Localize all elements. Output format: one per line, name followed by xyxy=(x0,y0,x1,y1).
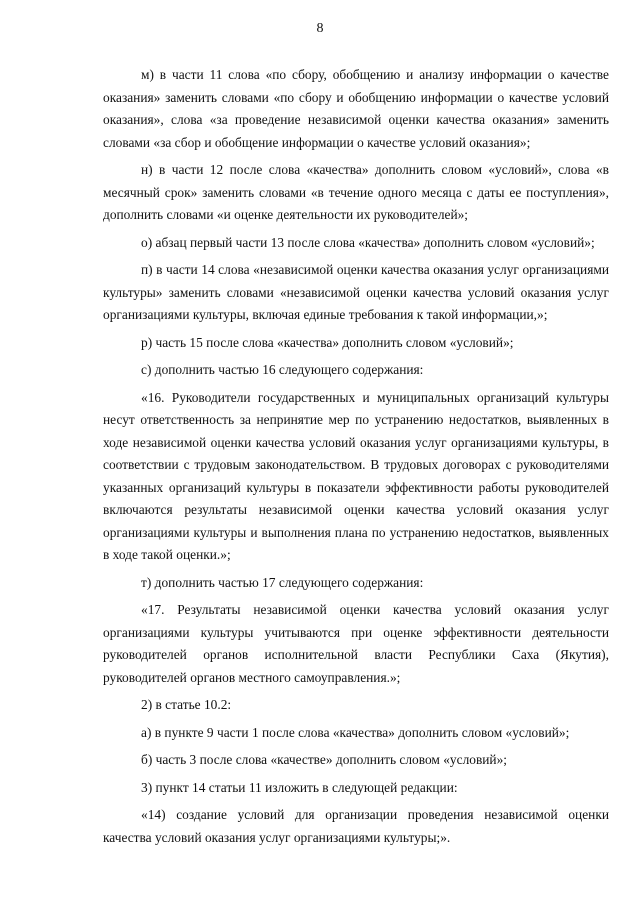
paragraph-s: с) дополнить частью 16 следующего содержания: xyxy=(141,362,424,377)
paragraph-item-2b: б) часть 3 после слова «качестве» дополнить словом «условий»; xyxy=(141,752,508,767)
paragraph-m: м) в части 11 слова «по сбору, обобщению и анализу информации о качестве оказания» заменить словами «по сбору и обобщению информации о качестве условий оказания», слова «за проведение независимой оценки качества оказания» заменить словами «за сбор и обобщение информации о качестве условий оказания»; xyxy=(103,67,609,150)
document-body xyxy=(103,64,609,854)
paragraph-item-14: «14) создание условий для организации проведения независимой оценки качества условий оказания услуг организациями культуры;». xyxy=(103,807,609,845)
paragraph-item-3: 3) пункт 14 статьи 11 изложить в следующей редакции: xyxy=(141,779,458,795)
paragraph-p: п) в части 14 слова «независимой оценки качества оказания услуг организациями культуры» заменить словами «независимой оценки качества условий оказания услуг организациями культуры, включая единые требования к такой информации,»; xyxy=(103,262,609,322)
paragraph-t: т) дополнить частью 17 следующего содержания: xyxy=(141,574,424,590)
paragraph-r: р) часть 15 после слова «качества» дополнить словом «условий»; xyxy=(141,334,514,350)
paragraph-item-2a: а) в пункте 9 части 1 после слова «качества» дополнить словом «условий»; xyxy=(141,724,570,740)
paragraph-part-17: «17. Результаты независимой оценки качества условий оказания услуг организациями культуры учитываются при оценке эффективности деятельности руководителей органов исполнительной власти Республики Саха (Якутия), руководителей органов местного самоуправления.»; xyxy=(103,602,609,685)
paragraph-o: о) абзац первый части 13 после слова «качества» дополнить словом «условий»; xyxy=(141,234,595,250)
paragraph-part-16: «16. Руководители государственных и муниципальных организаций культуры несут ответственность за непринятие мер по устранению недостатков, выявленных в ходе независимой оценки качества условий оказания услуг организациями культуры, в соответствии с трудовым законодательством. В трудовых договорах с руководителями указанных организаций культуры в показатели эффективности работы руководителей включаются результаты независимой оценки качества условий оказания услуг организациями культуры и выполнения плана по устранению недостатков, выявленных в ходе такой оценки.»; xyxy=(103,389,609,562)
page-number: 8 xyxy=(316,21,324,36)
paragraph-n: н) в части 12 после слова «качества» дополнить словом «условий», слова «в месячный срок» заменить словами «в течение одного месяца с даты ее поступления», дополнить словами «и оценке деятельности их руководителей»; xyxy=(103,162,609,222)
paragraph-item-2: 2) в статье 10.2: xyxy=(141,697,232,712)
